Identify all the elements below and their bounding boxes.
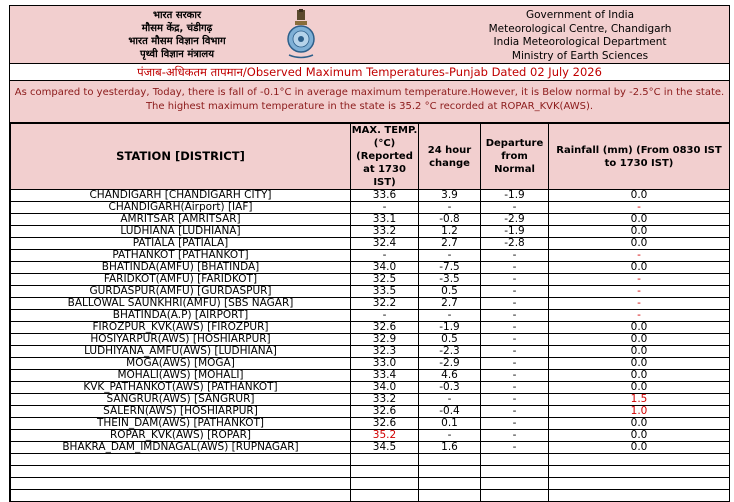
table-row xyxy=(11,298,730,310)
empty-cell xyxy=(351,466,419,478)
change-cell: - xyxy=(419,250,481,262)
max-temp-cell: 34.0 xyxy=(351,262,419,274)
station-cell: LUDHIYANA_AMFU(AWS) [LUDHIANA] xyxy=(11,346,351,358)
table-row xyxy=(11,226,730,238)
report-header xyxy=(10,5,729,64)
rainfall-cell: - xyxy=(549,298,730,310)
max-temp-cell: 32.2 xyxy=(351,298,419,310)
table-row xyxy=(11,418,730,430)
empty-cell xyxy=(549,490,730,502)
change-cell: -3.5 xyxy=(419,274,481,286)
departure-cell: - xyxy=(481,358,549,370)
empty-cell xyxy=(481,478,549,490)
rainfall-cell: 0.0 xyxy=(549,322,730,334)
temperature-table xyxy=(10,123,730,502)
station-cell: BHAKRA_DAM_IMDNAGAL(AWS) [RUPNAGAR] xyxy=(11,442,351,454)
rainfall-cell: - xyxy=(549,202,730,214)
empty-cell xyxy=(419,454,481,466)
departure-cell: - xyxy=(481,442,549,454)
departure-cell: - xyxy=(481,310,549,322)
max-temp-cell: 33.0 xyxy=(351,358,419,370)
departure-cell: - xyxy=(481,430,549,442)
table-row xyxy=(11,238,730,250)
departure-cell: - xyxy=(481,406,549,418)
col-departure-header: Departure from Normal xyxy=(481,124,549,190)
max-temp-cell: 32.6 xyxy=(351,406,419,418)
table-row xyxy=(11,310,730,322)
station-cell: PATIALA [PATIALA] xyxy=(11,238,351,250)
table-row xyxy=(11,358,730,370)
rainfall-cell: - xyxy=(549,274,730,286)
station-cell: MOHALI(AWS) [MOHALI] xyxy=(11,370,351,382)
rainfall-cell: 1.5 xyxy=(549,394,730,406)
station-cell: MOGA(AWS) [MOGA] xyxy=(11,358,351,370)
header-english-line: Government of India xyxy=(525,9,635,21)
empty-cell xyxy=(549,478,730,490)
table-row xyxy=(11,406,730,418)
empty-cell xyxy=(481,490,549,502)
change-cell: 3.9 xyxy=(419,190,481,202)
departure-cell: - xyxy=(481,346,549,358)
table-row xyxy=(11,262,730,274)
change-cell: -0.8 xyxy=(419,214,481,226)
table-row xyxy=(11,382,730,394)
table-row xyxy=(11,190,730,202)
table-row xyxy=(11,274,730,286)
station-cell: AMRITSAR [AMRITSAR] xyxy=(11,214,351,226)
empty-cell xyxy=(419,478,481,490)
table-row xyxy=(11,250,730,262)
summary-text: As compared to yesterday, Today, there is fall of -0.1°C in average maximum temperature.However, it is Below normal by -2.5°C in the state. The highest maximum temperature in the state is 35.2 °C recorded at ROPAR_KVK(AWS). xyxy=(10,81,729,123)
table-row xyxy=(11,202,730,214)
empty-cell xyxy=(351,490,419,502)
change-cell: 2.7 xyxy=(419,298,481,310)
departure-cell: - xyxy=(481,286,549,298)
header-hindi-line: भारत सरकार xyxy=(152,10,202,21)
max-temp-cell: 32.4 xyxy=(351,238,419,250)
max-temp-cell: 32.6 xyxy=(351,418,419,430)
station-cell: HOSIYARPUR(AWS) [HOSHIARPUR] xyxy=(11,334,351,346)
change-cell: -2.3 xyxy=(419,346,481,358)
change-cell: -2.9 xyxy=(419,358,481,370)
header-hindi-line: मौसम केंद्र, चंडीगढ़ xyxy=(141,23,213,34)
table-row xyxy=(11,286,730,298)
station-cell: BHATINDA(A.P) [AIRPORT] xyxy=(11,310,351,322)
table-row xyxy=(11,370,730,382)
change-cell: - xyxy=(419,394,481,406)
empty-cell xyxy=(549,466,730,478)
empty-row xyxy=(11,478,730,490)
max-temp-cell: 33.5 xyxy=(351,286,419,298)
max-temp-cell: 32.6 xyxy=(351,322,419,334)
change-cell: 4.6 xyxy=(419,370,481,382)
col-station-header: STATION [DISTRICT] xyxy=(11,124,351,190)
rainfall-cell: - xyxy=(549,310,730,322)
table-row xyxy=(11,334,730,346)
max-temp-cell: 33.6 xyxy=(351,190,419,202)
rainfall-cell: 0.0 xyxy=(549,358,730,370)
empty-cell xyxy=(11,454,351,466)
header-hindi xyxy=(92,9,262,61)
departure-cell: -2.8 xyxy=(481,238,549,250)
empty-cell xyxy=(481,466,549,478)
station-cell: FIROZPUR_KVK(AWS) [FIROZPUR] xyxy=(11,322,351,334)
rainfall-cell: 0.0 xyxy=(549,382,730,394)
header-english-line: Meteorological Centre, Chandigarh xyxy=(488,22,672,35)
rainfall-cell: 0.0 xyxy=(549,430,730,442)
report-title: पंजाब-अधिकतम तापमान/Observed Maximum Temperatures-Punjab Dated 02 July 2026 xyxy=(10,64,729,81)
max-temp-cell: 33.1 xyxy=(351,214,419,226)
max-temp-cell: 32.3 xyxy=(351,346,419,358)
header-english xyxy=(455,9,705,63)
empty-cell xyxy=(351,454,419,466)
departure-cell: - xyxy=(481,418,549,430)
change-cell: - xyxy=(419,430,481,442)
max-temp-cell: 33.2 xyxy=(351,394,419,406)
station-cell: SALERN(AWS) [HOSHIARPUR] xyxy=(11,406,351,418)
change-cell: 2.7 xyxy=(419,238,481,250)
station-cell: LUDHIANA [LUDHIANA] xyxy=(11,226,351,238)
change-cell: -1.9 xyxy=(419,322,481,334)
station-cell: CHANDIGARH(Airport) [IAF] xyxy=(11,202,351,214)
col-change-header: 24 hour change xyxy=(419,124,481,190)
table-row xyxy=(11,442,730,454)
col-max-temp-header: MAX. TEMP.(°C) (Reported at 1730 IST) xyxy=(351,125,418,188)
rainfall-cell: 0.0 xyxy=(549,214,730,226)
max-temp-cell: 32.5 xyxy=(351,274,419,286)
rainfall-cell: - xyxy=(549,286,730,298)
station-cell: SANGRUR(AWS) [SANGRUR] xyxy=(11,394,351,406)
change-cell: 1.6 xyxy=(419,442,481,454)
empty-cell xyxy=(481,454,549,466)
table-row xyxy=(11,430,730,442)
empty-row xyxy=(11,454,730,466)
rainfall-cell: 1.0 xyxy=(549,406,730,418)
departure-cell: -2.9 xyxy=(481,214,549,226)
change-cell: - xyxy=(419,310,481,322)
departure-cell: - xyxy=(481,298,549,310)
col-rainfall-header: Rainfall (mm) (From 0830 IST to 1730 IST) xyxy=(549,124,730,190)
table-body xyxy=(11,190,730,502)
empty-cell xyxy=(351,478,419,490)
station-cell: ROPAR_KVK(AWS) [ROPAR] xyxy=(11,430,351,442)
departure-cell: - xyxy=(481,322,549,334)
imd-emblem-icon xyxy=(286,9,316,61)
header-english-line: India Meteorological Department xyxy=(493,36,667,48)
table-row xyxy=(11,214,730,226)
change-cell: - xyxy=(419,202,481,214)
departure-cell: -1.9 xyxy=(481,226,549,238)
header-hindi-line: पृथ्वी विज्ञान मंत्रालय xyxy=(139,49,215,60)
station-cell: BALLOWAL SAUNKHRI(AMFU) [SBS NAGAR] xyxy=(11,298,351,310)
header-hindi-line: भारत मौसम विज्ञान विभाग xyxy=(128,36,226,47)
departure-cell: - xyxy=(481,382,549,394)
rainfall-cell: 0.0 xyxy=(549,418,730,430)
rainfall-cell: 0.0 xyxy=(549,346,730,358)
empty-cell xyxy=(11,466,351,478)
change-cell: 0.1 xyxy=(419,418,481,430)
rainfall-cell: 0.0 xyxy=(549,226,730,238)
max-temp-cell: - xyxy=(351,250,419,262)
change-cell: -7.5 xyxy=(419,262,481,274)
max-temp-cell: 34.0 xyxy=(351,382,419,394)
table-row xyxy=(11,346,730,358)
empty-row xyxy=(11,490,730,502)
table-row xyxy=(11,322,730,334)
departure-cell: - xyxy=(481,250,549,262)
report-sheet xyxy=(9,5,730,502)
station-cell: GURDASPUR(AMFU) [GURDASPUR] xyxy=(11,286,351,298)
header-english-line: Ministry of Earth Sciences xyxy=(511,49,649,62)
empty-cell xyxy=(11,478,351,490)
max-temp-cell: 33.2 xyxy=(351,226,419,238)
change-cell: -0.3 xyxy=(419,382,481,394)
max-temp-cell: - xyxy=(351,310,419,322)
station-cell: BHATINDA(AMFU) [BHATINDA] xyxy=(11,262,351,274)
rainfall-cell: 0.0 xyxy=(549,442,730,454)
station-cell: CHANDIGARH [CHANDIGARH CITY] xyxy=(11,190,351,202)
change-cell: -0.4 xyxy=(419,406,481,418)
empty-cell xyxy=(419,466,481,478)
station-cell: THEIN_DAM(AWS) [PATHANKOT] xyxy=(11,418,351,430)
departure-cell: -1.9 xyxy=(481,190,549,202)
departure-cell: - xyxy=(481,274,549,286)
station-cell: KVK_PATHANKOT(AWS) [PATHANKOT] xyxy=(11,382,351,394)
max-temp-cell: 34.5 xyxy=(351,442,419,454)
rainfall-cell: 0.0 xyxy=(549,190,730,202)
departure-cell: - xyxy=(481,370,549,382)
rainfall-cell: - xyxy=(549,250,730,262)
max-temp-cell: 33.4 xyxy=(351,370,419,382)
departure-cell: - xyxy=(481,202,549,214)
station-cell: FARIDKOT(AMFU) [FARIDKOT] xyxy=(11,274,351,286)
table-row xyxy=(11,394,730,406)
rainfall-cell: 0.0 xyxy=(549,238,730,250)
departure-cell: - xyxy=(481,334,549,346)
rainfall-cell: 0.0 xyxy=(549,370,730,382)
change-cell: 1.2 xyxy=(419,226,481,238)
max-temp-cell: 35.2 xyxy=(351,430,419,442)
max-temp-cell: - xyxy=(351,202,419,214)
max-temp-cell: 32.9 xyxy=(351,334,419,346)
departure-cell: - xyxy=(481,394,549,406)
empty-cell xyxy=(419,490,481,502)
change-cell: 0.5 xyxy=(419,334,481,346)
rainfall-cell: 0.0 xyxy=(549,334,730,346)
table-header-row xyxy=(11,124,730,190)
change-cell: 0.5 xyxy=(419,286,481,298)
empty-cell xyxy=(11,490,351,502)
empty-cell xyxy=(549,454,730,466)
departure-cell: - xyxy=(481,262,549,274)
rainfall-cell: 0.0 xyxy=(549,262,730,274)
empty-row xyxy=(11,466,730,478)
station-cell: PATHANKOT [PATHANKOT] xyxy=(11,250,351,262)
